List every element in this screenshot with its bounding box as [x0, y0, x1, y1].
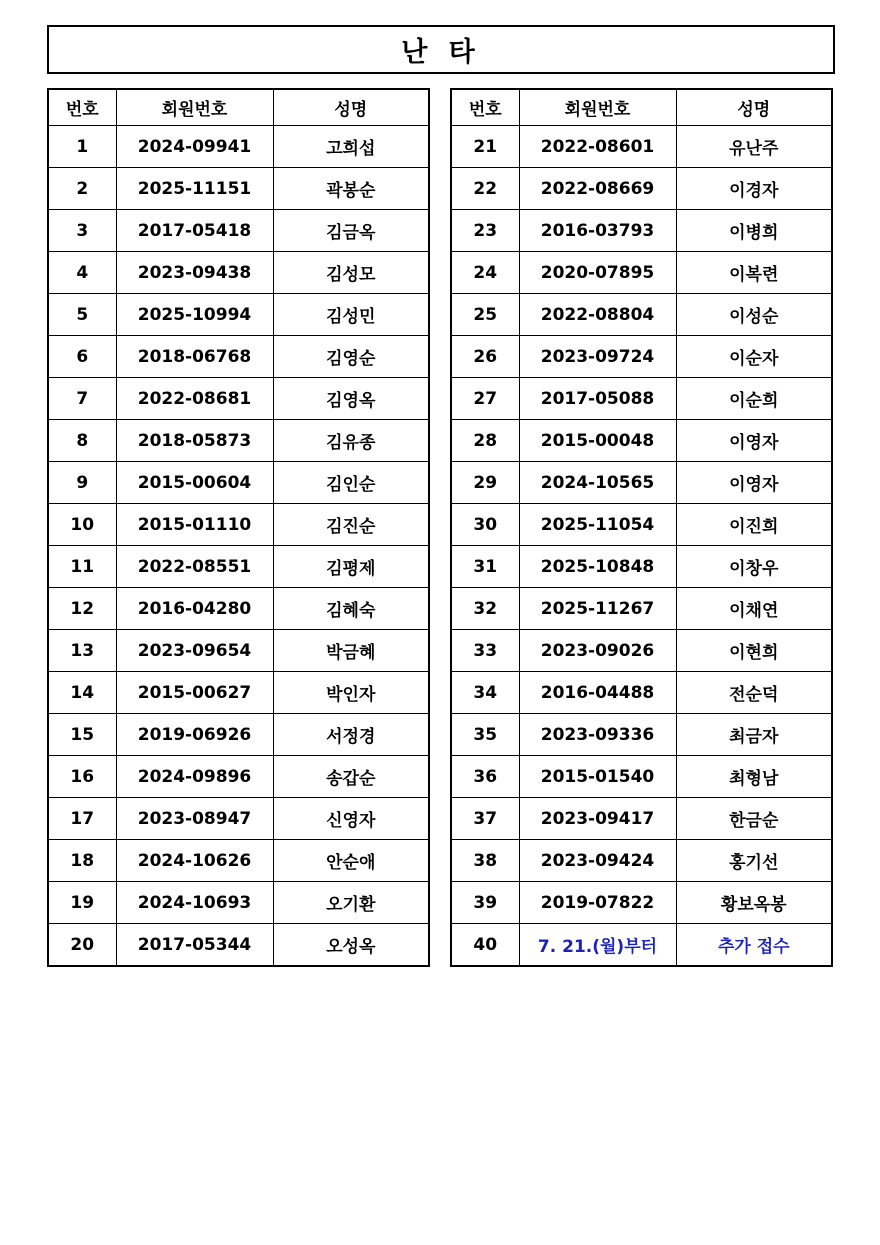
cell-number: 12	[48, 588, 116, 630]
cell-member-id: 2017-05418	[116, 210, 273, 252]
cell-number: 18	[48, 840, 116, 882]
cell-member-id: 2018-05873	[116, 420, 273, 462]
table-row	[451, 924, 832, 967]
cell-name: 추가 접수	[676, 924, 832, 967]
table-row	[451, 546, 832, 588]
cell-member-id: 2025-11267	[519, 588, 676, 630]
cell-name: 김성모	[273, 252, 429, 294]
table-row	[48, 840, 429, 882]
roster-table-right	[450, 88, 833, 967]
cell-member-id: 2022-08551	[116, 546, 273, 588]
cell-member-id: 2025-10994	[116, 294, 273, 336]
cell-member-id: 2024-10693	[116, 882, 273, 924]
table-row	[48, 588, 429, 630]
cell-number: 16	[48, 756, 116, 798]
table-row	[48, 336, 429, 378]
table-row	[48, 420, 429, 462]
cell-number: 39	[451, 882, 519, 924]
cell-number: 23	[451, 210, 519, 252]
cell-member-id: 2016-04280	[116, 588, 273, 630]
cell-number: 15	[48, 714, 116, 756]
header-member-id: 회원번호	[116, 89, 273, 126]
cell-name: 홍기선	[676, 840, 832, 882]
table-row	[48, 672, 429, 714]
header-number: 번호	[451, 89, 519, 126]
cell-number: 26	[451, 336, 519, 378]
cell-number: 11	[48, 546, 116, 588]
cell-number: 33	[451, 630, 519, 672]
cell-number: 6	[48, 336, 116, 378]
table-row	[451, 798, 832, 840]
table-row	[451, 714, 832, 756]
cell-name: 이창우	[676, 546, 832, 588]
table-row	[451, 126, 832, 168]
cell-number: 4	[48, 252, 116, 294]
cell-member-id: 2015-01110	[116, 504, 273, 546]
cell-number: 36	[451, 756, 519, 798]
cell-member-id: 2023-08947	[116, 798, 273, 840]
cell-number: 32	[451, 588, 519, 630]
table-row	[451, 420, 832, 462]
cell-name: 박금혜	[273, 630, 429, 672]
cell-name: 오기환	[273, 882, 429, 924]
cell-member-id: 2025-10848	[519, 546, 676, 588]
header-name: 성명	[676, 89, 832, 126]
cell-member-id: 2025-11151	[116, 168, 273, 210]
cell-member-id: 2019-06926	[116, 714, 273, 756]
cell-name: 신영자	[273, 798, 429, 840]
cell-number: 40	[451, 924, 519, 967]
cell-number: 25	[451, 294, 519, 336]
cell-name: 김인순	[273, 462, 429, 504]
cell-number: 9	[48, 462, 116, 504]
cell-name: 전순덕	[676, 672, 832, 714]
table-row	[48, 882, 429, 924]
cell-name: 김금옥	[273, 210, 429, 252]
cell-number: 30	[451, 504, 519, 546]
table-row	[48, 798, 429, 840]
cell-member-id: 2022-08669	[519, 168, 676, 210]
cell-number: 17	[48, 798, 116, 840]
table-row	[48, 546, 429, 588]
table-row	[48, 210, 429, 252]
cell-number: 22	[451, 168, 519, 210]
cell-member-id: 2023-09654	[116, 630, 273, 672]
cell-name: 이채연	[676, 588, 832, 630]
cell-name: 김혜숙	[273, 588, 429, 630]
cell-member-id: 2015-01540	[519, 756, 676, 798]
cell-member-id: 2023-09724	[519, 336, 676, 378]
header-name: 성명	[273, 89, 429, 126]
cell-member-id: 2019-07822	[519, 882, 676, 924]
header-member-id: 회원번호	[519, 89, 676, 126]
cell-name: 김영옥	[273, 378, 429, 420]
cell-member-id: 2022-08601	[519, 126, 676, 168]
cell-member-id: 2023-09424	[519, 840, 676, 882]
table-header-row	[48, 89, 429, 126]
cell-name: 최금자	[676, 714, 832, 756]
cell-name: 이영자	[676, 420, 832, 462]
cell-member-id: 2020-07895	[519, 252, 676, 294]
cell-number: 31	[451, 546, 519, 588]
cell-number: 7	[48, 378, 116, 420]
cell-number: 27	[451, 378, 519, 420]
cell-name: 서정경	[273, 714, 429, 756]
cell-number: 2	[48, 168, 116, 210]
cell-name: 이순자	[676, 336, 832, 378]
cell-member-id: 2024-10565	[519, 462, 676, 504]
cell-member-id: 2017-05088	[519, 378, 676, 420]
table-row	[451, 756, 832, 798]
cell-number: 21	[451, 126, 519, 168]
cell-member-id: 2022-08804	[519, 294, 676, 336]
cell-member-id: 2016-03793	[519, 210, 676, 252]
cell-name: 오성옥	[273, 924, 429, 967]
table-row	[48, 294, 429, 336]
cell-name: 이순희	[676, 378, 832, 420]
cell-name: 이성순	[676, 294, 832, 336]
table-row	[48, 924, 429, 967]
cell-member-id: 2017-05344	[116, 924, 273, 967]
cell-member-id: 2022-08681	[116, 378, 273, 420]
cell-member-id: 2015-00604	[116, 462, 273, 504]
cell-name: 박인자	[273, 672, 429, 714]
cell-number: 13	[48, 630, 116, 672]
table-row	[48, 504, 429, 546]
cell-member-id: 2024-10626	[116, 840, 273, 882]
cell-member-id: 2016-04488	[519, 672, 676, 714]
cell-name: 이진희	[676, 504, 832, 546]
cell-number: 1	[48, 126, 116, 168]
cell-name: 김유종	[273, 420, 429, 462]
header-number: 번호	[48, 89, 116, 126]
cell-name: 이병희	[676, 210, 832, 252]
cell-name: 송갑순	[273, 756, 429, 798]
cell-number: 20	[48, 924, 116, 967]
table-row	[451, 168, 832, 210]
table-row	[451, 504, 832, 546]
table-row	[451, 294, 832, 336]
cell-member-id: 2023-09026	[519, 630, 676, 672]
cell-name: 이복련	[676, 252, 832, 294]
cell-name: 이영자	[676, 462, 832, 504]
cell-name: 김성민	[273, 294, 429, 336]
table-row	[48, 756, 429, 798]
cell-name: 고희섭	[273, 126, 429, 168]
table-row	[451, 630, 832, 672]
table-row	[48, 378, 429, 420]
table-row	[451, 882, 832, 924]
table-row	[451, 378, 832, 420]
table-row	[451, 252, 832, 294]
cell-member-id: 7. 21.(월)부터	[519, 924, 676, 967]
cell-name: 한금순	[676, 798, 832, 840]
cell-name: 김평제	[273, 546, 429, 588]
cell-name: 유난주	[676, 126, 832, 168]
cell-member-id: 2024-09896	[116, 756, 273, 798]
cell-name: 김영순	[273, 336, 429, 378]
table-row	[48, 126, 429, 168]
table-row	[451, 336, 832, 378]
cell-name: 곽봉순	[273, 168, 429, 210]
table-row	[48, 630, 429, 672]
table-row	[48, 462, 429, 504]
cell-name: 황보옥봉	[676, 882, 832, 924]
table-row	[451, 588, 832, 630]
cell-number: 29	[451, 462, 519, 504]
cell-number: 14	[48, 672, 116, 714]
cell-member-id: 2023-09438	[116, 252, 273, 294]
cell-number: 8	[48, 420, 116, 462]
cell-member-id: 2018-06768	[116, 336, 273, 378]
table-row	[451, 462, 832, 504]
cell-name: 최형남	[676, 756, 832, 798]
page-title: 난 타	[47, 25, 835, 74]
cell-number: 38	[451, 840, 519, 882]
cell-name: 이현희	[676, 630, 832, 672]
cell-member-id: 2015-00048	[519, 420, 676, 462]
cell-number: 10	[48, 504, 116, 546]
cell-number: 5	[48, 294, 116, 336]
cell-member-id: 2015-00627	[116, 672, 273, 714]
table-row	[48, 168, 429, 210]
cell-name: 이경자	[676, 168, 832, 210]
cell-name: 안순애	[273, 840, 429, 882]
table-row	[451, 210, 832, 252]
table-header-row	[451, 89, 832, 126]
table-row	[48, 252, 429, 294]
cell-number: 37	[451, 798, 519, 840]
roster-table-left	[47, 88, 430, 967]
cell-member-id: 2023-09336	[519, 714, 676, 756]
cell-member-id: 2024-09941	[116, 126, 273, 168]
table-row	[48, 714, 429, 756]
cell-number: 28	[451, 420, 519, 462]
cell-name: 김진순	[273, 504, 429, 546]
cell-number: 24	[451, 252, 519, 294]
cell-member-id: 2023-09417	[519, 798, 676, 840]
cell-number: 3	[48, 210, 116, 252]
cell-number: 35	[451, 714, 519, 756]
table-row	[451, 840, 832, 882]
table-row	[451, 672, 832, 714]
cell-member-id: 2025-11054	[519, 504, 676, 546]
cell-number: 34	[451, 672, 519, 714]
cell-number: 19	[48, 882, 116, 924]
